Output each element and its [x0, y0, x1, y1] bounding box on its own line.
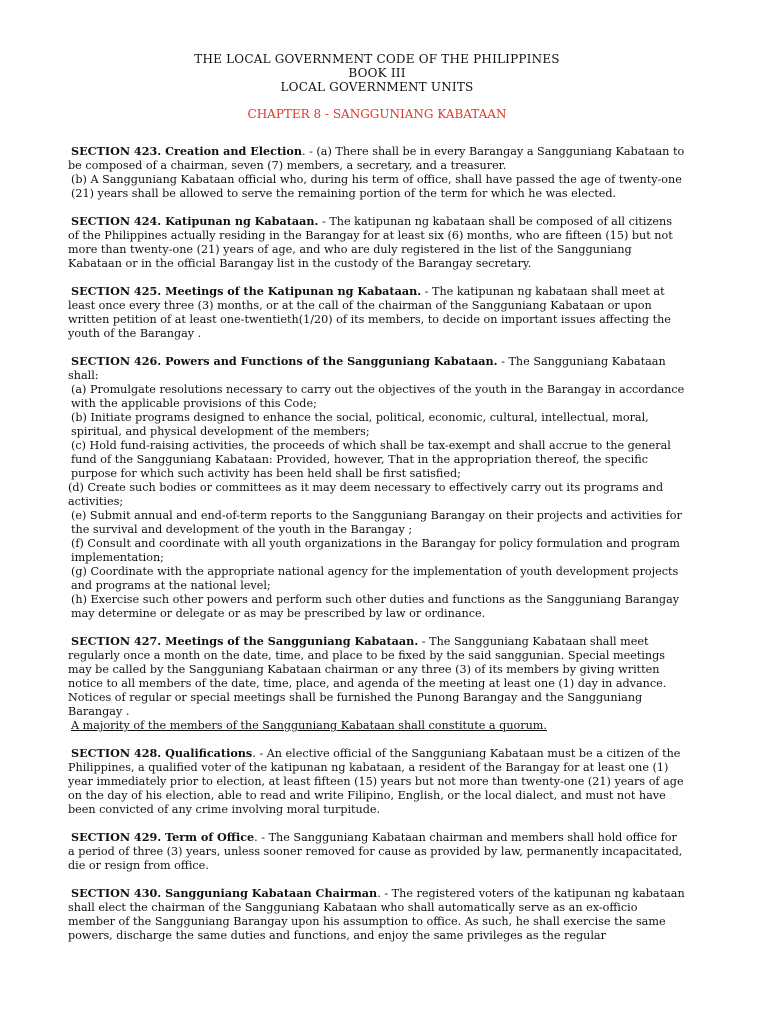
section-428-heading: SECTION 428. Qualifications: [71, 746, 253, 760]
section-426-item-f: (f) Consult and coordinate with all youth organizations in the Barangay for policy formulation and program implementation;: [71, 537, 680, 564]
document-header: [68, 52, 686, 94]
section-427: [68, 634, 686, 733]
section-426-text: - The Sangguniang Kabataan shall:: [68, 355, 666, 382]
section-430: [68, 886, 686, 943]
section-425-text: - The katipunan ng kabataan shall meet at least once every three (3) months, or at the call of the chairman of the Sangguniang Kabataan or upon written petition of at least one-twentieth(1/20) of its members, to decide on important issues affecting the youth of the Barangay .: [68, 285, 671, 340]
section-425: [68, 284, 686, 341]
chapter-title: CHAPTER 8 - SANGGUNIANG KABATAAN: [247, 107, 507, 121]
section-426-body: [68, 354, 686, 383]
section-424-body: [68, 214, 686, 271]
section-429-body: [68, 830, 686, 873]
section-429-heading: SECTION 429. Term of Office: [71, 830, 255, 844]
section-425-heading: SECTION 425. Meetings of the Katipunan ng Kabataan.: [71, 284, 422, 298]
section-423-heading: SECTION 423. Creation and Election: [71, 144, 302, 158]
section-423-text: . - (a) There shall be in every Barangay a Sangguniang Kabataan to be composed of a chairman, seven (7) members, a secretary, and a treasurer.: [68, 145, 685, 172]
section-423-item-b: (b) A Sangguniang Kabataan official who, during his term of office, shall have passed the age of twenty-one (21) years shall be allowed to serve the remaining portion of the term for which he was elected.: [71, 173, 682, 200]
section-429-text: . - The Sangguniang Kabataan chairman and members shall hold office for a period of three (3) years, unless sooner removed for cause as provided by law, permanently incapacitated, die or resign from office.: [68, 831, 683, 872]
section-428-text: . - An elective official of the Sangguniang Kabataan must be a citizen of the Philippines, a qualified voter of the katipunan ng kabataan, a resident of the Barangay for at least one (1) year immediately prior to election, at least fifteen (15) years but not more than twenty-one (21) years of age on the day of his election, able to read and write Filipino, English, or the local dialect, and must not have been convicted of any crime involving moral turpitude.: [68, 747, 684, 816]
section-423: [68, 144, 686, 201]
section-427-quorum: A majority of the members of the Sangguniang Kabataan shall constitute a quorum.: [71, 719, 547, 732]
book-subtitle: LOCAL GOVERNMENT UNITS: [280, 80, 474, 94]
section-426-item-e: (e) Submit annual and end-of-term reports to the Sangguniang Barangay on their projects and activities for the survival and development of the youth in the Barangay ;: [71, 509, 682, 536]
section-426: [68, 354, 686, 621]
section-426-heading: SECTION 426. Powers and Functions of the Sangguniang Kabataan.: [71, 354, 498, 368]
section-426-item-h: (h) Exercise such other powers and perform such other duties and functions as the Sangguniang Barangay may determine or delegate or as may be prescribed by law or ordinance.: [71, 593, 680, 620]
section-427-body: [68, 634, 686, 719]
code-title: THE LOCAL GOVERNMENT CODE OF THE PHILIPPINES: [194, 52, 560, 66]
section-426-item-a: (a) Promulgate resolutions necessary to carry out the objectives of the youth in the Barangay in accordance with the applicable provisions of this Code;: [71, 383, 685, 410]
section-427-heading: SECTION 427. Meetings of the Sangguniang Kabataan.: [71, 634, 419, 648]
section-423-body: [68, 144, 686, 173]
section-424: [68, 214, 686, 271]
section-428: [68, 746, 686, 817]
section-424-heading: SECTION 424. Katipunan ng Kabataan.: [71, 214, 319, 228]
section-426-item-d: (d) Create such bodies or committees as it may deem necessary to effectively carry out its programs and activities;: [68, 481, 664, 508]
section-430-text: . - The registered voters of the katipunan ng kabataan shall elect the chairman of the Sangguniang Kabataan who shall automatically serve as an ex-officio member of the Sangguniang Barangay upon his assumption to office. As such, he shall exercise the same powers, discharge the same duties and functions, and enjoy the same privileges as the regular: [68, 887, 685, 942]
section-428-body: [68, 746, 686, 817]
section-425-body: [68, 284, 686, 341]
section-426-item-b: (b) Initiate programs designed to enhance the social, political, economic, cultural, intellectual, moral, spiritual, and physical development of the members;: [71, 411, 649, 438]
section-427-text: - The Sangguniang Kabataan shall meet regularly once a month on the date, time, and place to be fixed by the said sanggunian. Special meetings may be called by the Sangguniang Kabataan chairman or any three (3) of its members by giving written notice to all members of the date, time, place, and agenda of the meeting at least one (1) day in advance. Notices of regular or special meetings shall be furnished the Punong Barangay and the Sangguniang Barangay .: [68, 635, 667, 718]
section-426-item-g: (g) Coordinate with the appropriate national agency for the implementation of youth development projects and programs at the national level;: [71, 565, 679, 592]
section-426-item-c: (c) Hold fund-raising activities, the proceeds of which shall be tax-exempt and shall accrue to the general fund of the Sangguniang Kabataan: Provided, however, That in the appropriation thereof, the specific purpose for which such activity has been held shall be first satisfied;: [71, 439, 671, 480]
section-429: [68, 830, 686, 873]
section-430-body: [68, 886, 686, 943]
section-430-heading: SECTION 430. Sangguniang Kabataan Chairman: [71, 886, 378, 900]
section-424-text: - The katipunan ng kabataan shall be composed of all citizens of the Philippines actually residing in the Barangay for at least six (6) months, who are fifteen (15) but not more than twenty-one (21) years of age, and who are duly registered in the list of the Sangguniang Kabataan or in the official Barangay list in the custody of the Barangay secretary.: [68, 215, 673, 270]
book-title: BOOK III: [348, 66, 406, 80]
